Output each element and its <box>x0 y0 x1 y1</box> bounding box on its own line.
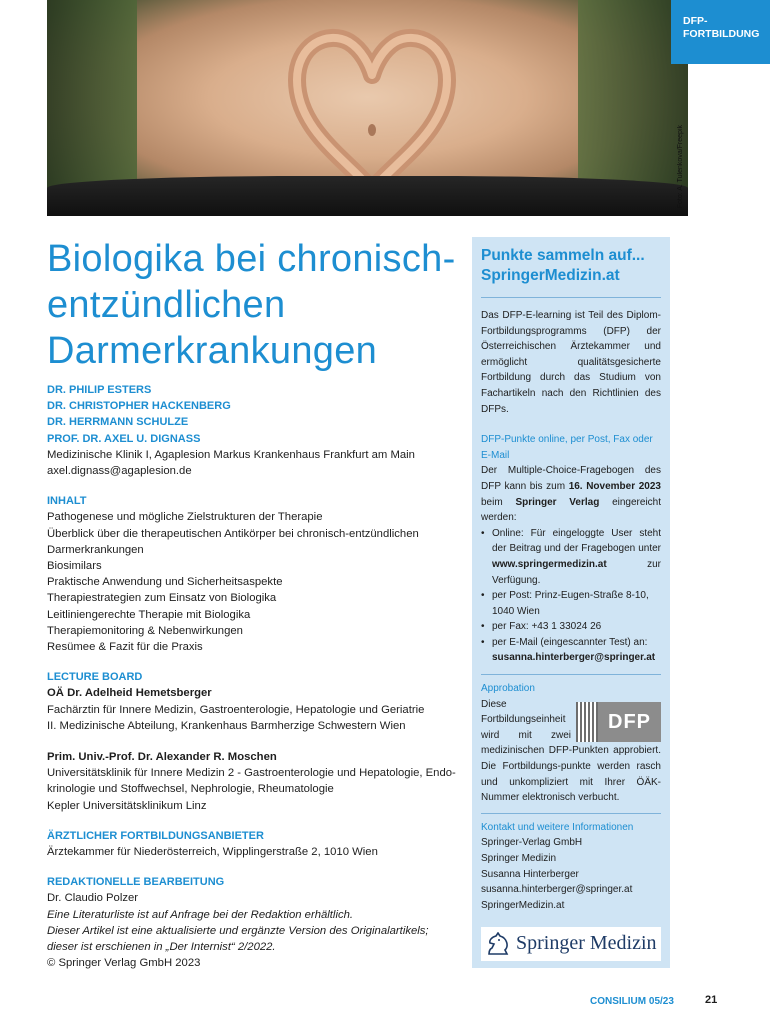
dfp-logo <box>576 702 661 742</box>
photo-shorts <box>47 176 688 216</box>
lecture-board-heading: LECTURE BOARD <box>47 671 143 684</box>
redaktion-note: dieser ist erschienen in „Der Internist“ 2/2022. <box>47 941 276 954</box>
inhalt-item: Therapiestrategien zum Einsatz von Biologika <box>47 592 277 605</box>
approbation-body-text: Diese Fortbildungseinheit wird mit zwei medizinischen DFP-Punkten approbiert. Die Fortbildungs-punkte werden rasch und unkompliziert mit Ihrer ÖÄK-Nummer elektronisch verbucht. <box>481 698 661 804</box>
redaktion-note: Eine Literaturliste ist auf Anfrage bei der Redaktion erhältlich. <box>47 908 354 921</box>
author-affiliation: Medizinische Klinik I, Agaplesion Markus Krankenhaus Frankfurt am Main <box>47 448 415 461</box>
lecture-member-info: Universitätsklinik für Innere Medizin 2 - Gastroenterologie und Hepatologie, Endo- <box>47 767 456 780</box>
author-name: DR. PHILIP ESTERS <box>47 384 152 396</box>
redaktion-heading: REDAKTIONELLE BEARBEITUNG <box>47 876 225 889</box>
punkte-post: eingereicht werden: <box>481 496 662 524</box>
inhalt-item: Leitliniengerechte Therapie mit Biologika <box>47 608 251 621</box>
dfp-fortbildung-tag <box>671 0 770 64</box>
sidebar-heading-line-1: Punkte sammeln auf... <box>481 247 645 264</box>
redaktion-note: Dieser Artikel ist eine aktualisierte und ergänzte Version des Originalartikels; <box>47 924 429 937</box>
page-number: 21 <box>705 994 718 1006</box>
sidebar-intro: Das DFP-E-learning ist Teil des Diplom-Fortbildungsprogramms (DFP) der Österreichischen Ärztekammer und ermöglicht qualitätsgesicherte Fortbildung durch das Studium von Fachartikeln nach den Richtlinien des DFPs. <box>481 310 661 415</box>
inhalt-item: Überblick über die therapeutischen Antikörper bei chronisch-entzündlichen <box>47 527 419 540</box>
lecture-member-info: krinologie und Stoffwechsel, Nephrologie, Rheumatologie <box>47 783 334 796</box>
lecture-member-info: Kepler Universitätsklinikum Linz <box>47 799 207 812</box>
inhalt-item: Resümee & Fazit für die Praxis <box>47 641 203 654</box>
sidebar-heading-line-2: SpringerMedizin.at <box>481 267 620 284</box>
tag-line-1: DFP- <box>683 15 708 27</box>
footer-magazine: CONSILIUM 05/23 <box>590 996 674 1007</box>
lecture-member-info: Fachärztin für Innere Medizin, Gastroenterologie, Hepatologie und Geriatrie <box>47 703 425 716</box>
article-title <box>47 236 467 374</box>
springer-medizin-logo <box>481 927 661 961</box>
kontakt-heading: Kontakt und weitere Informationen <box>481 821 634 833</box>
inhalt-item: Biosimilars <box>47 560 102 573</box>
sidebar-divider <box>481 674 661 675</box>
inhalt-heading: INHALT <box>47 495 87 508</box>
kontakt-website[interactable]: SpringerMedizin.at <box>481 899 565 911</box>
submission-email <box>481 635 661 666</box>
logo-word-medizin: Medizin <box>589 932 657 955</box>
dfp-logo-text: DFP <box>598 702 661 742</box>
online-pre: Online: Für eingeloggte User steht der Beitrag und der Fragebogen unter <box>492 527 661 555</box>
approbation-heading: Approbation <box>481 683 535 695</box>
online-post: zur Verfügung. <box>492 558 661 586</box>
punkte-mid: beim <box>481 496 516 508</box>
lecture-member-info: II. Medizinische Abteilung, Krankenhaus Barmherzige Schwestern Wien <box>47 719 406 732</box>
submission-post <box>481 588 661 619</box>
sidebar-divider <box>481 813 661 814</box>
submission-list <box>481 526 661 666</box>
submission-online <box>481 526 661 588</box>
anbieter-heading: ÄRZTLICHER FORTBILDUNGSANBIETER <box>47 829 264 842</box>
sidebar-divider <box>481 297 661 298</box>
punkte-text <box>481 463 661 525</box>
post-line-1: per Post: Prinz-Eugen-Straße 8-10, <box>492 590 649 602</box>
copyright: © Springer Verlag GmbH 2023 <box>47 957 201 970</box>
post-line-2: 1040 Wien <box>492 605 540 617</box>
photo-credit: Foto: A. Tulenkova/Freepik <box>677 124 684 208</box>
inhalt-item: Pathogenese und mögliche Zielstrukturen der Therapie <box>47 511 323 524</box>
punkte-heading: DFP-Punkte online, per Post, Fax oder E-Mail <box>481 434 653 461</box>
title-line-1: Biologika bei chronisch- <box>47 238 456 280</box>
kontakt-email[interactable]: susanna.hinterberger@springer.at <box>481 884 633 896</box>
inhalt-item: Darmerkrankungen <box>47 543 144 556</box>
lecture-member-name: Prim. Univ.-Prof. Dr. Alexander R. Moschen <box>47 751 277 764</box>
punkte-pre: Der Multiple-Choice-Fragebogen des DFP kann bis zum <box>481 465 661 492</box>
author-name: PROF. DR. AXEL U. DIGNASS <box>47 432 201 445</box>
author-name: DR. HERRMANN SCHULZE <box>47 416 189 429</box>
lecture-member-name: OÄ Dr. Adelheid Hemetsberger <box>47 687 212 700</box>
approbation-section <box>481 681 661 806</box>
punkte-date: 16. November 2023 <box>568 480 661 492</box>
inhalt-item: Praktische Anwendung und Sicherheitsaspekte <box>47 576 283 589</box>
chess-knight-icon <box>485 932 513 956</box>
submission-fax: • per Fax: +43 1 33024 26 <box>481 619 661 635</box>
hands-heart-icon <box>287 20 457 200</box>
dfp-barcode-icon <box>576 702 598 742</box>
dfp-sidebar <box>472 237 670 968</box>
email-line: per E-Mail (eingescannter Test) an: <box>492 636 648 648</box>
kontakt-line: Springer Medizin <box>481 853 557 864</box>
anbieter-text: Ärztekammer für Niederösterreich, Wipplingerstraße 2, 1010 Wien <box>47 846 378 859</box>
kontakt-line: Springer-Verlag GmbH <box>481 837 583 849</box>
title-line-2: entzündlichen <box>47 284 286 326</box>
title-line-3: Darmerkrankungen <box>47 330 378 372</box>
sidebar-heading <box>481 246 661 286</box>
online-url[interactable]: www.springermedizin.at <box>492 558 607 570</box>
tag-line-2: FORTBILDUNG <box>683 28 760 40</box>
logo-word-springer: Springer <box>516 932 585 955</box>
springer-logo-text <box>516 932 657 955</box>
hero-photo <box>47 0 688 216</box>
inhalt-item: Therapiemonitoring & Nebenwirkungen <box>47 624 243 637</box>
author-name: DR. CHRISTOPHER HACKENBERG <box>47 400 231 413</box>
article-info-column <box>47 382 467 972</box>
author-email[interactable]: axel.dignass@agaplesion.de <box>47 465 192 478</box>
redaktion-name: Dr. Claudio Polzer <box>47 892 139 905</box>
punkte-brand: Springer Verlag <box>515 496 600 508</box>
email-address[interactable]: susanna.hinterberger@springer.at <box>492 652 656 664</box>
kontakt-line: Susanna Hinterberger <box>481 868 579 880</box>
